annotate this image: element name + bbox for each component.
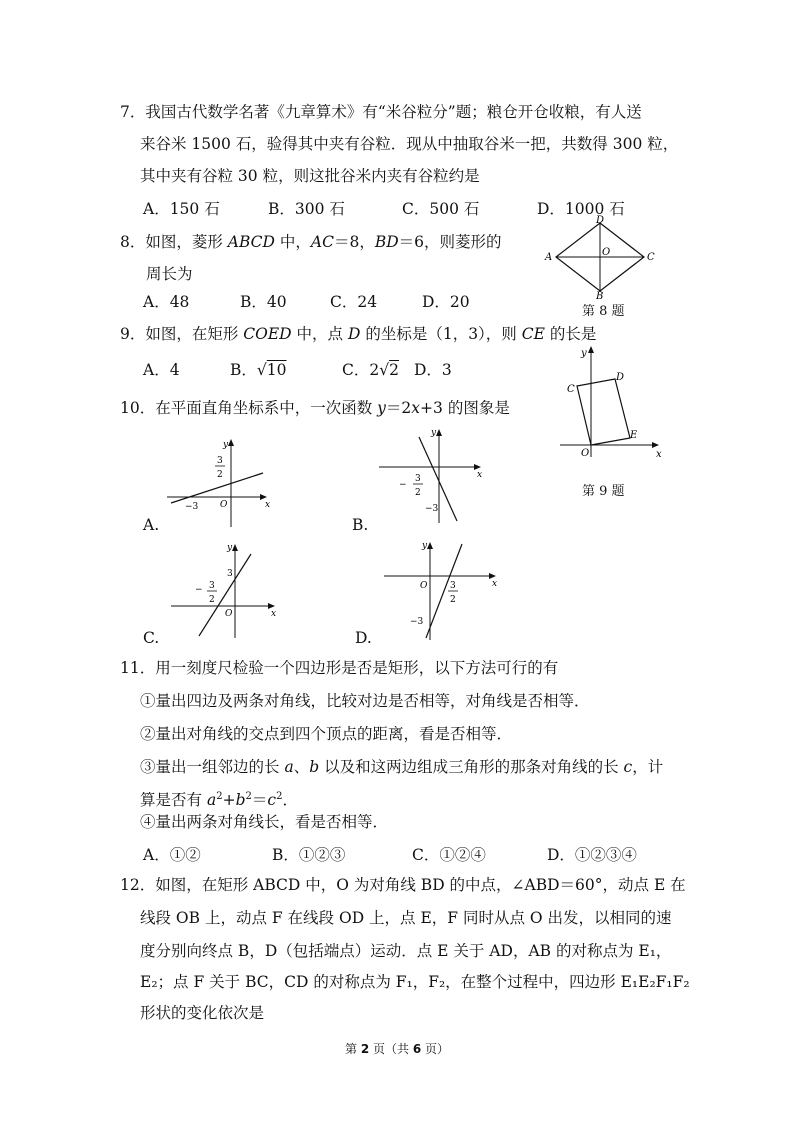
q8-line1: 8．如图，菱形 ABCD 中，AC＝8，BD＝6，则菱形的: [120, 233, 502, 251]
figure-9-caption: 第 9 题: [582, 484, 625, 499]
q7-option-b: B．300 石: [268, 200, 345, 218]
svg-text:−3: −3: [410, 617, 424, 627]
svg-text:3: 3: [217, 456, 223, 466]
svg-text:2: 2: [450, 595, 456, 605]
q9-option-a: A．4: [143, 361, 180, 379]
fig9-label-d: D: [616, 372, 625, 383]
svg-text:y: y: [227, 543, 233, 553]
fig9-axis-y: y: [581, 348, 587, 359]
q7-option-d: D．1000 石: [537, 200, 625, 218]
page-footer: 第 2 页（共 6 页）: [344, 1042, 449, 1056]
svg-text:y: y: [223, 440, 229, 450]
q8-option-d: D．20: [422, 293, 470, 311]
q9-option-c: C．2√2: [342, 361, 400, 379]
rhombus-figure: [540, 215, 660, 300]
q8-option-c: C．24: [330, 293, 378, 311]
q11-option-b: B．①②③: [272, 846, 346, 864]
graph-option-b: [375, 425, 490, 525]
fig9-axis-x: x: [656, 449, 662, 460]
svg-text:−: −: [195, 585, 203, 595]
fig9-label-e: E: [630, 430, 638, 441]
graph-d-label: D.: [355, 629, 372, 647]
rhombus-label-c: C: [647, 252, 655, 263]
q12-line3: 度分别向终点 B，D（包括端点）运动．点 E 关于 AD，AB 的对称点为 E₁，: [140, 942, 672, 960]
q12-line4: E₂；点 F 关于 BC，CD 的对称点为 F₁，F₂，在整个过程中，四边形 E₁E₂F₁F₂: [140, 973, 690, 991]
q11-option-c: C．①②④: [412, 846, 486, 864]
q12-line1: 12．如图，在矩形 ABCD 中，O 为对角线 BD 的中点，∠ABD＝60°，动点 E 在: [120, 876, 686, 894]
q12-line2: 线段 OB 上，动点 F 在线段 OD 上，点 E，F 同时从点 O 出发，以相同的速: [140, 909, 672, 927]
rectangle-coordinate-figure: [555, 342, 670, 462]
q9-line1: 9．如图，在矩形 COED 中，点 D 的坐标是（1，3），则 CE 的长是: [120, 325, 597, 343]
svg-text:O: O: [220, 500, 228, 510]
q8-option-a: A．48: [143, 293, 190, 311]
rhombus-label-o: O: [602, 247, 611, 258]
svg-text:y: y: [431, 428, 437, 438]
svg-text:2: 2: [209, 595, 215, 605]
q11-item3-line1: ③量出一组邻边的长 a、b 以及和这两边组成三角形的那条对角线的长 c，计: [140, 758, 664, 776]
q12-line5: 形状的变化依次是: [140, 1004, 265, 1022]
q11-option-d: D．①②③④: [547, 846, 637, 864]
svg-text:3: 3: [227, 569, 233, 579]
q9-option-d: D．3: [414, 361, 452, 379]
svg-text:x: x: [492, 579, 498, 589]
svg-text:−: −: [399, 480, 407, 490]
q11-item2: ②量出对角线的交点到四个顶点的距离，看是否相等．: [140, 725, 513, 743]
svg-text:−3: −3: [185, 502, 199, 512]
svg-text:3: 3: [415, 474, 421, 484]
svg-text:2: 2: [415, 488, 421, 498]
svg-text:2: 2: [217, 470, 223, 480]
svg-text:3: 3: [209, 581, 215, 591]
svg-text:3: 3: [450, 581, 456, 591]
fig9-origin: O: [581, 448, 590, 459]
graph-option-d: [380, 538, 500, 643]
q10-line1: 10．在平面直角坐标系中，一次函数 y＝2x+3 的图象是: [120, 399, 510, 417]
graph-b-label: B.: [352, 516, 369, 534]
graph-c-label: C.: [143, 629, 160, 647]
svg-text:O: O: [225, 609, 233, 619]
graph-a-label: A.: [143, 516, 160, 534]
svg-text:−3: −3: [425, 504, 439, 514]
q8-option-b: B．40: [240, 293, 287, 311]
q11-item1: ①量出四边及两条对角线，比较对边是否相等，对角线是否相等．: [140, 692, 590, 710]
q11-item3-line2: 算是否有 $a^2+b^2=c^2$．: [140, 790, 298, 809]
figure-8-caption: 第 8 题: [582, 304, 625, 319]
svg-text:x: x: [271, 609, 277, 619]
q7-line2: 来谷米 1500 石，验得其中夹有谷粒．现从中抽取谷米一把，共数得 300 粒，: [140, 135, 679, 153]
q7-line3: 其中夹有谷粒 30 粒，则这批谷米内夹有谷粒约是: [140, 167, 480, 185]
q7-line1: 7．我国古代数学名著《九章算术》有“米谷粒分”题；粮仓开仓收粮，有人送: [120, 103, 642, 121]
svg-text:y: y: [422, 541, 428, 551]
graph-option-c: [165, 540, 280, 640]
q7-option-a: A．150 石: [143, 200, 220, 218]
fig9-label-c: C: [567, 384, 575, 395]
rhombus-label-d: D: [596, 215, 605, 226]
q11-item4: ④量出两条对角线长，看是否相等．: [140, 813, 389, 831]
q7-option-c: C．500 石: [402, 200, 480, 218]
q11-line1: 11．用一刻度尺检验一个四边形是否是矩形，以下方法可行的有: [120, 659, 559, 677]
rhombus-label-b: B: [596, 291, 604, 300]
svg-text:O: O: [420, 581, 428, 591]
q11-option-a: A．①②: [143, 846, 201, 864]
svg-text:x: x: [265, 500, 271, 510]
q8-line2: 周长为: [146, 265, 193, 283]
graph-option-a: [165, 435, 275, 530]
svg-text:x: x: [477, 470, 483, 480]
rhombus-label-a: A: [545, 252, 553, 263]
q9-option-b: B．√10: [230, 361, 287, 379]
